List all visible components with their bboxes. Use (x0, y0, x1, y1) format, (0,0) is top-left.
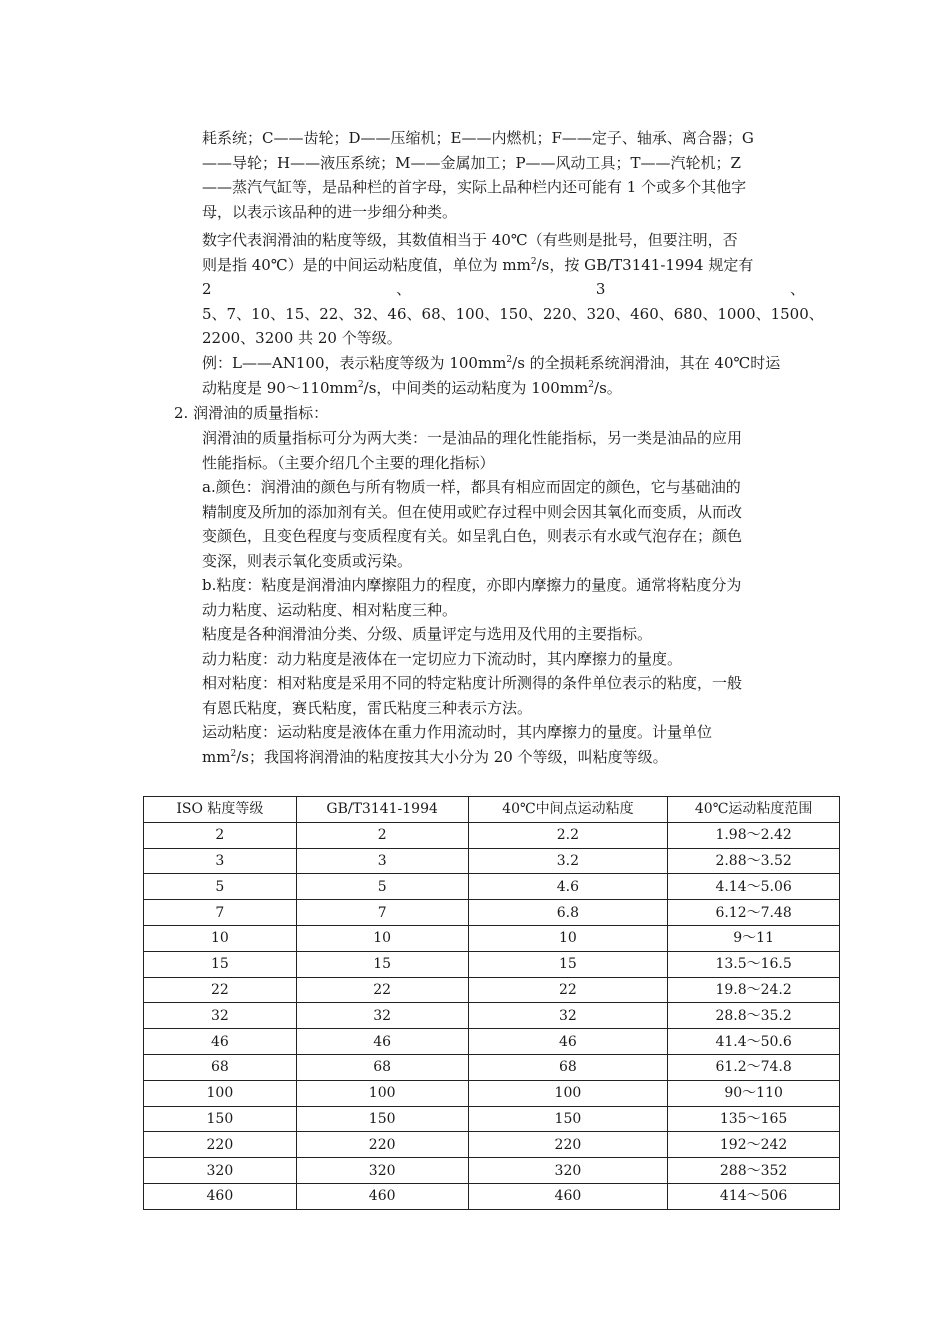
text-line: 则是指 40℃）是的中间运动粘度值，单位为 $mm^2/s$，按 GB/T3141-1994 规定有 (202, 255, 754, 274)
text-line: ——蒸汽气缸等，是品种栏的首字母，实际上品种栏内还可能有 1 个或多个其他字 (202, 178, 747, 196)
table-cell: 150 (144, 1106, 297, 1132)
text-line: 母，以表示该品种的进一步细分种类。 (202, 202, 458, 221)
table-cell: 2 (144, 822, 297, 848)
table-cell: 460 (468, 1183, 668, 1209)
table-cell: 22 (468, 977, 668, 1003)
text-line: 数字代表润滑油的粘度等级，其数值相当于 40℃（有些则是批号，但要注明，否 (202, 231, 738, 249)
table-cell: 220 (144, 1132, 297, 1158)
table-cell: 100 (144, 1080, 297, 1106)
table-cell: 22 (296, 977, 468, 1003)
table-cell: 68 (144, 1054, 297, 1080)
table-cell: 10 (296, 925, 468, 951)
text-line: 相对粘度：相对粘度是采用不同的特定粘度计所测得的条件单位表示的粘度，一般 (202, 674, 743, 692)
column-header: ISO 粘度等级 (144, 797, 297, 823)
table-row (144, 1183, 840, 1209)
table-row (144, 848, 840, 874)
table-cell: 320 (144, 1158, 297, 1184)
spread-line (202, 277, 805, 302)
text-line: 动力粘度、运动粘度、相对粘度三种。 (202, 600, 458, 619)
table-cell: 3.2 (468, 848, 668, 874)
table-cell: 9～11 (668, 925, 840, 951)
viscosity-grade-table (143, 796, 840, 1210)
table-cell: 90～110 (668, 1080, 840, 1106)
table-cell: 5 (296, 874, 468, 900)
table-cell: 41.4～50.6 (668, 1029, 840, 1055)
table-cell: 220 (468, 1132, 668, 1158)
table-cell: 46 (468, 1029, 668, 1055)
table-row (144, 1029, 840, 1055)
text-fragment: 2 (202, 280, 212, 298)
table-cell: 61.2～74.8 (668, 1054, 840, 1080)
table-cell: 68 (468, 1054, 668, 1080)
column-header: 40℃运动粘度范围 (668, 797, 840, 823)
table-cell: 4.14～5.06 (668, 874, 840, 900)
table-cell: 10 (144, 925, 297, 951)
table-cell: 46 (144, 1029, 297, 1055)
table-cell: 6.8 (468, 900, 668, 926)
text-line: 变颜色，且变色程度与变质程度有关。如呈乳白色，则表示有水或气泡存在；颜色 (202, 527, 743, 545)
table-cell: 19.8～24.2 (668, 977, 840, 1003)
paragraph-category-codes (202, 126, 805, 224)
table-cell: 22 (144, 977, 297, 1003)
text-line: 有恩氏粘度，赛氏粘度，雷氏粘度三种表示方法。 (202, 698, 533, 717)
text-line: b.粘度：粘度是润滑油内摩擦阻力的程度，亦即内摩擦力的量度。通常将粘度分为 (202, 576, 742, 594)
table-cell: 460 (296, 1183, 468, 1209)
table-cell: 150 (468, 1106, 668, 1132)
text-line: 动力粘度：动力粘度是液体在一定切应力下流动时，其内摩擦力的量度。 (202, 649, 683, 668)
column-header: GB/T3141-1994 (296, 797, 468, 823)
table-row (144, 1132, 840, 1158)
table-cell: 288～352 (668, 1158, 840, 1184)
text-line: 粘度是各种润滑油分类、分级、质量评定与选用及代用的主要指标。 (202, 625, 653, 643)
table-cell: 7 (144, 900, 297, 926)
text-fragment: 、 (396, 280, 412, 298)
table-cell: 3 (296, 848, 468, 874)
text-line: $mm^2/s$；我国将润滑油的粘度按其大小分为 20 个等级，叫粘度等级。 (202, 747, 668, 766)
paragraph-example (202, 351, 805, 400)
table-cell: 2.2 (468, 822, 668, 848)
text-line: 动粘度是 $90\sim 110mm^2/s$，中间类的运动粘度为 $100mm^2/s$。 (202, 378, 622, 397)
table-cell: 4.6 (468, 874, 668, 900)
text-line: ——导轮；H——液压系统；M——金属加工；P——风动工具；T——汽轮机；Z (202, 153, 741, 172)
text-line: 运动粘度：运动粘度是液体在重力作用流动时，其内摩擦力的量度。计量单位 (202, 723, 713, 741)
text-line: 5、7、10、15、22、32、46、68、100、150、220、320、460、680、1000、1500、 (202, 304, 824, 323)
table-cell: 15 (144, 951, 297, 977)
table-cell: 150 (296, 1106, 468, 1132)
text-fragment: 3 (595, 280, 606, 298)
table-row (144, 874, 840, 900)
table-cell: 2.88～3.52 (668, 848, 840, 874)
table-row (144, 951, 840, 977)
table-row (144, 900, 840, 926)
table-cell: 68 (296, 1054, 468, 1080)
table-cell: 10 (468, 925, 668, 951)
text-line: 例：L——AN100，表示粘度等级为 $100mm^2/s$ 的全损耗系统润滑油，其在 40℃时运 (202, 354, 781, 372)
table-cell: 13.5～16.5 (668, 951, 840, 977)
table-cell: 1.98～2.42 (668, 822, 840, 848)
table-cell: 460 (144, 1183, 297, 1209)
table-cell: 3 (144, 848, 297, 874)
table-cell: 32 (144, 1003, 297, 1029)
table-cell: 220 (296, 1132, 468, 1158)
table-row (144, 1003, 840, 1029)
table-cell: 15 (296, 951, 468, 977)
text-line: 耗系统；C——齿轮；D——压缩机；E——内燃机；F——定子、轴承、离合器；G (202, 129, 754, 147)
table-row (144, 1054, 840, 1080)
table-cell: 320 (296, 1158, 468, 1184)
table-row (144, 822, 840, 848)
table-cell: 100 (468, 1080, 668, 1106)
table-cell: 320 (468, 1158, 668, 1184)
table-cell: 32 (296, 1003, 468, 1029)
text-line: 2200、3200 共 20 个等级。 (202, 329, 402, 347)
table-header-row (144, 797, 840, 823)
table-cell: 7 (296, 900, 468, 926)
table-row (144, 1106, 840, 1132)
text-line: 精制度及所加的添加剂有关。但在使用或贮存过程中则会因其氧化而变质，从而改 (202, 502, 743, 521)
table-cell: 32 (468, 1003, 668, 1029)
text-line: 性能指标。（主要介绍几个主要的理化指标） (202, 453, 495, 472)
paragraph-quality-indicators (202, 426, 805, 769)
table-cell: 414～506 (668, 1183, 840, 1209)
table-cell: 2 (296, 822, 468, 848)
table-cell: 192～242 (668, 1132, 840, 1158)
table-cell: 5 (144, 874, 297, 900)
table-row (144, 1158, 840, 1184)
paragraph-viscosity-grade-number (202, 228, 824, 351)
table-row (144, 977, 840, 1003)
table-cell: 6.12～7.48 (668, 900, 840, 926)
table-cell: 100 (296, 1080, 468, 1106)
text-line: 变深，则表示氧化变质或污染。 (202, 551, 413, 570)
text-line: a.颜色：润滑油的颜色与所有物质一样，都具有相应而固定的颜色，它与基础油的 (202, 478, 741, 496)
column-header: 40℃中间点运动粘度 (468, 797, 668, 823)
text-fragment: 、 (789, 280, 805, 298)
table-cell: 46 (296, 1029, 468, 1055)
table-row (144, 1080, 840, 1106)
section-heading: 2. 润滑油的质量指标： (174, 404, 329, 422)
table-cell: 135～165 (668, 1106, 840, 1132)
table-cell: 15 (468, 951, 668, 977)
table-cell: 28.8～35.2 (668, 1003, 840, 1029)
text-line: 润滑油的质量指标可分为两大类：一是油品的理化性能指标，另一类是油品的应用 (202, 429, 743, 447)
table-row (144, 925, 840, 951)
